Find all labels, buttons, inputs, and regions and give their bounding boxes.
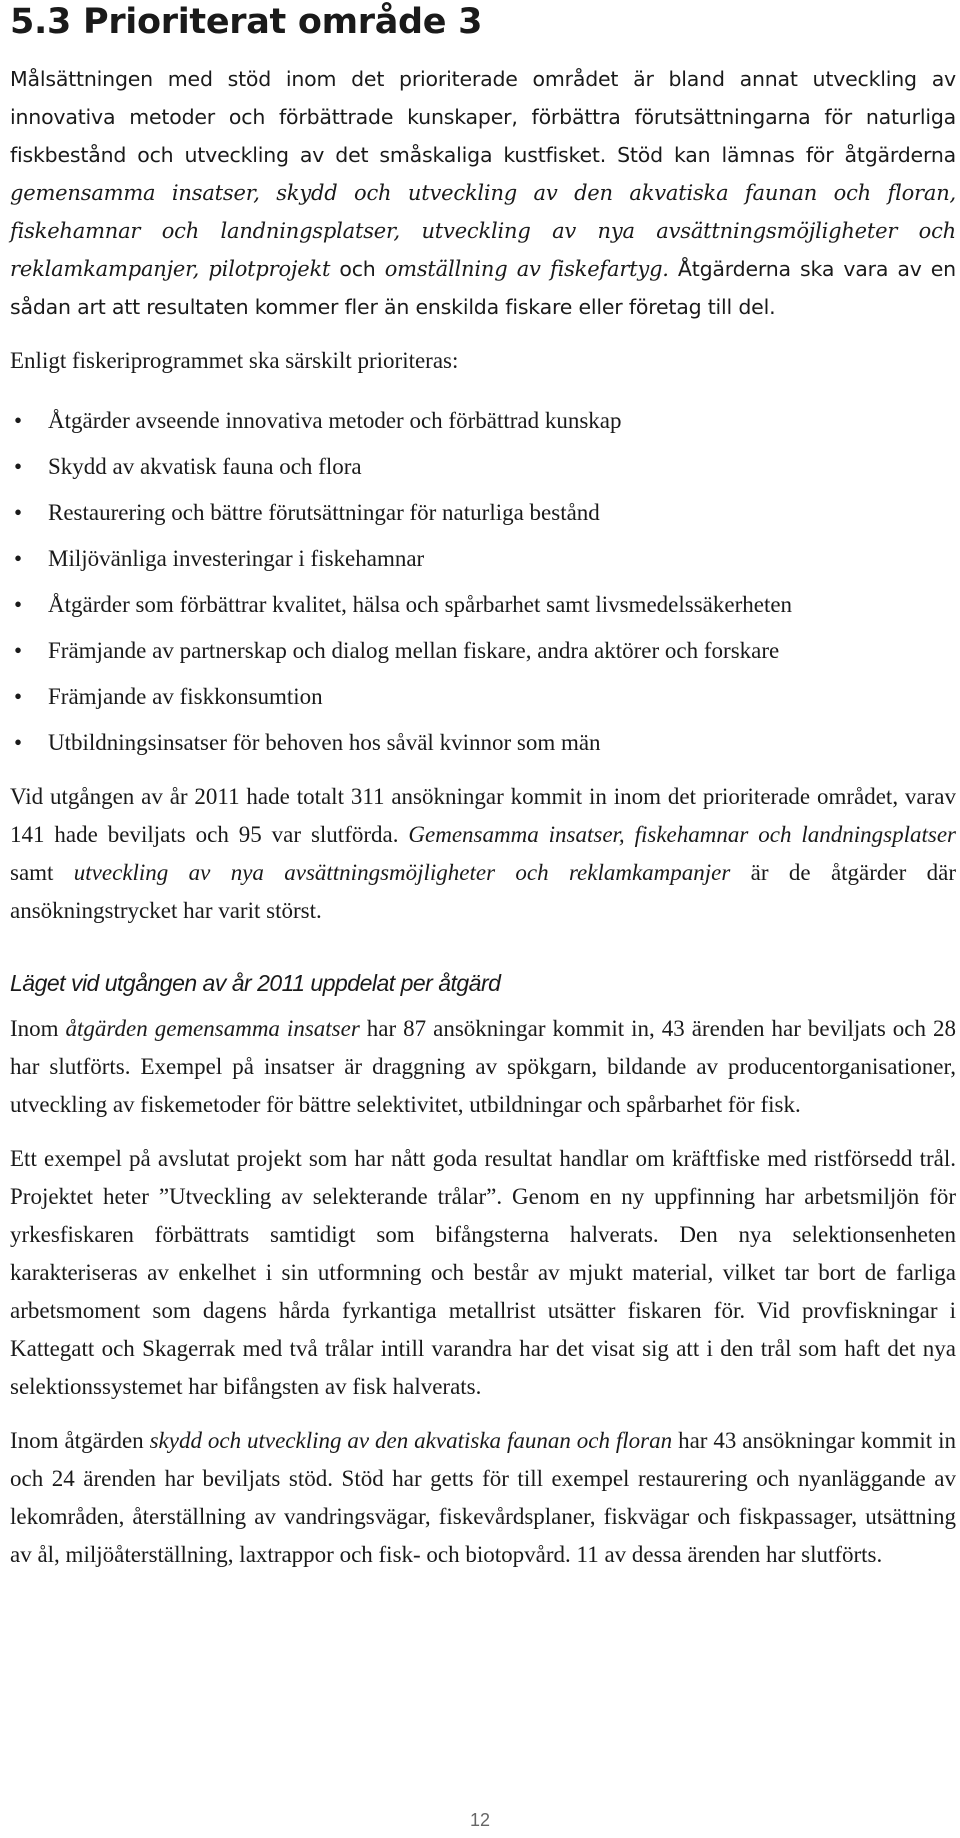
example-project-paragraph: Ett exempel på avslutat projekt som har nått goda resultat handlar om kräftfiske med ristförsedd trål. Projektet heter ”Utveckling av selekterande trålar”. Genom en ny uppfinning har arbetsmiljön för yrkesfiskaren förbättrats samtidigt som bifångsterna halverats. Den nya selektionsenheten karakteriseras av enkelhet i sin utformning och består av mjukt material, vilket tar bort de farliga arbetsmoment som dagens hårda fyrkantiga metallrist utsätter fiskaren för. Vid provfiskningar i Kattegatt och Skagerrak med två trålar intill varandra har det visat sig att i den trål som haft det nya selektionssystemet har bifångsten av fisk halverats. <box>10 1146 956 1399</box>
measure-aquatic-paragraph: Inom åtgärden skydd och utveckling av den akvatiska faunan och floran har 43 ansökningar kommit in och 24 ärenden har beviljats stöd. Stöd har getts för till exempel restaurering och nyanläggande av lekområden, återställning av vandringsvägar, fiskevårdsplaner, fiskvägar och fiskpassager, utsättning av ål, miljöåterställning, laxtrappor och fisk- och biotopvård. 11 av dessa ärenden har slutförts. <box>10 1428 956 1567</box>
intro-text-3: Åtgärderna ska vara av en sådan art att resultaten kommer fler än enskilda fiskare eller företag till del. <box>10 257 956 319</box>
intro-text-1: Målsättningen med stöd inom det prioriterade området är bland annat utveckling av innovativa metoder och förbättrade kunskaper, förbättra förutsättningarna för naturliga fiskbestånd och utveckling av det småskaliga kustfisket. Stöd kan lämnas för åtgärderna <box>10 67 956 167</box>
bullet-icon: • <box>14 638 23 663</box>
list-item: • Miljövänliga investeringar i fiskehamnar <box>10 540 956 578</box>
measure-common-efforts-paragraph: Inom åtgärden gemensamma insatser har 87 ansökningar kommit in, 43 ärenden har beviljats och 28 har slutförts. Exempel på insatser är draggning av spökgarn, bildande av producentorganisationer, utveckling av fiskemetoder för bättre selektivitet, utbildningar och spårbarhet för fisk. <box>10 1016 956 1117</box>
bullet-icon: • <box>14 500 23 525</box>
bullet-icon: • <box>14 546 23 571</box>
bullet-icon: • <box>14 730 23 755</box>
bullet-icon: • <box>14 454 23 479</box>
page-number: 12 <box>469 1810 491 1830</box>
intro-measure-vessel-italic: omställning av fiskefartyg. <box>384 257 669 281</box>
intro-measures-italic: gemensamma insatser, skydd och utveckling av den akvatiska faunan och floran, fiskehamnar och landningsplatser, utveckling av nya avsättningsmöjligheter och reklamkampanjer, pilotprojekt <box>10 181 956 281</box>
list-item: • Restaurering och bättre förutsättningar för naturliga bestånd <box>10 494 956 532</box>
status-paragraph: Vid utgången av år 2011 hade totalt 311 ansökningar kommit in inom det prioriterade området, varav 141 hade beviljats och 95 var slutförda. Gemensamma insatser, fiskehamnar och landningsplatser samt utveckling av nya avsättningsmöjligheter och reklamkampanjer är de åtgärder där ansökningstrycket har varit störst. <box>10 784 956 923</box>
document-page <box>10 0 956 1574</box>
priorities-list <box>10 402 956 762</box>
section-heading: 5.3 Prioriterat område 3 <box>10 2 483 42</box>
bullet-icon: • <box>14 592 23 617</box>
priorities-lead: Enligt fiskeriprogrammet ska särskilt prioriteras: <box>10 348 459 373</box>
list-item: • Skydd av akvatisk fauna och flora <box>10 448 956 486</box>
intro-text-2: och <box>330 257 385 281</box>
list-item: • Främjande av fiskkonsumtion <box>10 678 956 716</box>
bullet-icon: • <box>14 684 23 709</box>
list-item: • Utbildningsinsatser för behoven hos såväl kvinnor som män <box>10 724 956 762</box>
list-item: • Främjande av partnerskap och dialog mellan fiskare, andra aktörer och forskare <box>10 632 956 670</box>
bullet-icon: • <box>14 408 23 433</box>
list-item: • Åtgärder som förbättrar kvalitet, hälsa och spårbarhet samt livsmedelssäkerheten <box>10 586 956 624</box>
subheading: Läget vid utgången av år 2011 uppdelat per åtgärd <box>10 970 501 996</box>
intro-paragraph <box>10 60 956 326</box>
list-item: • Åtgärder avseende innovativa metoder och förbättrad kunskap <box>10 402 956 440</box>
